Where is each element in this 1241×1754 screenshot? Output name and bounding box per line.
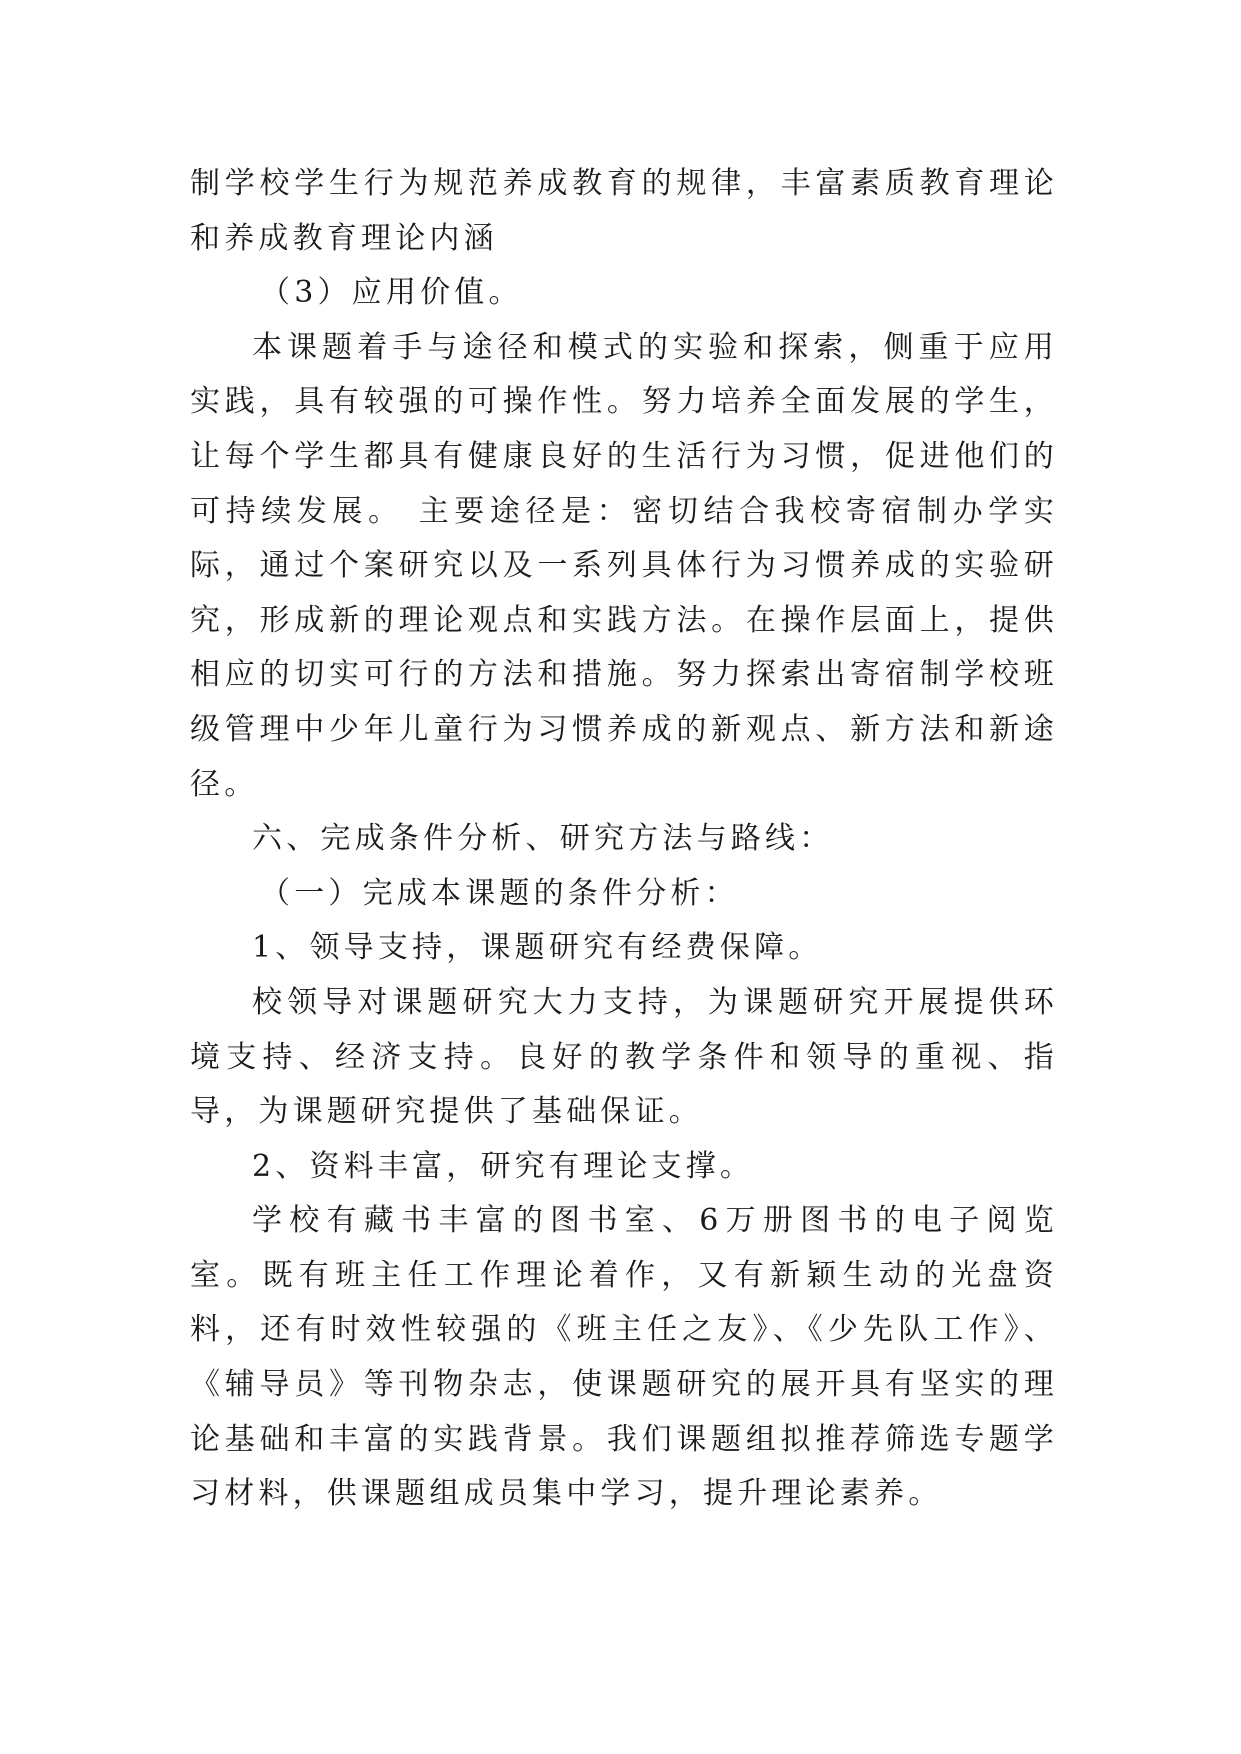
paragraph-heading-application-value: （3）应用价值。 bbox=[260, 275, 523, 311]
subsection-heading-conditions: （一）完成本课题的条件分析： bbox=[260, 875, 739, 911]
paragraph-continuation: 制学校学生行为规范养成教育的规律，丰富素质教育理论和养成教育理论内涵 bbox=[190, 166, 1058, 256]
item-heading-leadership-support: 1、领导支持，课题研究有经费保障。 bbox=[252, 930, 823, 966]
paragraph-rich-materials-body: 学校有藏书丰富的图书室、6万册图书的电子阅览室。既有班主任工作理论着作，又有新颖生动的光盘资料，还有时效性较强的《班主任之友》、《少先队工作》、《辅导员》等刊物杂志，使课题研究的展开具有坚实的理论基础和丰富的实践背景。我们课题组拟推荐筛选专题学习材料，供课题组成员集中学习，提升理论素养。 bbox=[190, 1203, 1058, 1512]
document-body bbox=[190, 157, 1058, 1522]
section-heading-six: 六、完成条件分析、研究方法与路线： bbox=[252, 821, 834, 857]
paragraph-application-value-body: 本课题着手与途径和模式的实验和探索，侧重于应用实践，具有较强的可操作性。努力培养全面发展的学生，让每个学生都具有健康良好的生活行为习惯，促进他们的可持续发展。 主要途径是：密切结合我校寄宿制办学实际，通过个案研究以及一系列具体行为习惯养成的实验研究，形成新的理论观点和实践方法。在操作层面上，提供相应的切实可行的方法和措施。努力探索出寄宿制学校班级管理中少年儿童行为习惯养成的新观点、新方法和新途径。 bbox=[190, 329, 1058, 802]
paragraph-leadership-support-body: 校领导对课题研究大力支持，为课题研究开展提供环境支持、经济支持。良好的教学条件和领导的重视、指导，为课题研究提供了基础保证。 bbox=[190, 984, 1058, 1130]
item-heading-rich-materials: 2、资料丰富，研究有理论支撑。 bbox=[252, 1148, 755, 1184]
